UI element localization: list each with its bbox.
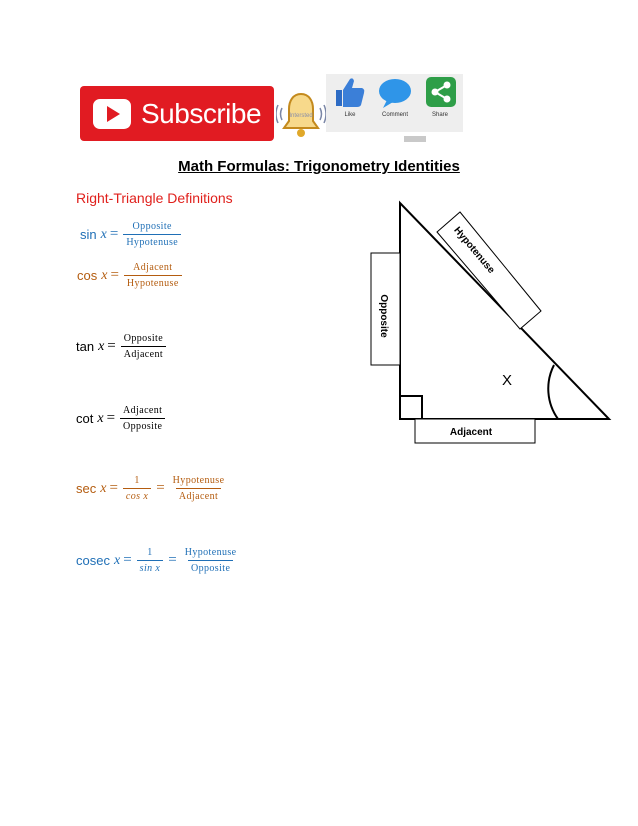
sec-variable: x — [100, 480, 107, 496]
cos-variable: x — [101, 267, 108, 283]
sec-numerator-2: Hypotenuse — [172, 475, 225, 486]
sin-denominator: Hypotenuse — [123, 234, 181, 248]
tan-variable: x — [98, 338, 105, 354]
subscribe-label: Subscribe — [141, 97, 262, 129]
cot-formula — [76, 405, 167, 432]
like-button[interactable] — [328, 74, 372, 132]
equals-sign: = — [109, 480, 118, 496]
angle-label: X — [501, 372, 513, 389]
cosec-denominator-2: Opposite — [188, 560, 233, 574]
tan-denominator: Adjacent — [121, 346, 166, 360]
speech-bubble-icon — [373, 74, 417, 112]
social-strip — [326, 74, 463, 132]
comment-label: Comment — [381, 112, 408, 118]
cos-formula — [77, 262, 184, 289]
section-heading: Right-Triangle Definitions — [76, 190, 233, 206]
cosec-formula — [76, 547, 242, 574]
adjacent-label: Adjacent — [449, 427, 493, 438]
sin-numerator: Opposite — [132, 221, 172, 232]
tan-name: tan — [76, 339, 95, 354]
sin-variable: x — [100, 226, 107, 242]
triangle-diagram — [360, 195, 620, 450]
cot-numerator: Adjacent — [123, 405, 163, 416]
cot-variable: x — [97, 410, 104, 426]
subscribe-button[interactable] — [80, 86, 274, 141]
cosec-name: cosec — [76, 553, 110, 568]
share-button[interactable] — [418, 74, 462, 132]
equals-sign: = — [107, 338, 116, 354]
equals-sign: = — [168, 552, 177, 568]
cosec-variable: x — [113, 552, 121, 568]
cosec-numerator-2: Hypotenuse — [184, 547, 237, 558]
strip-divider — [404, 136, 426, 142]
share-icon — [418, 74, 462, 112]
cosec-denominator-1: sin x — [137, 560, 164, 574]
equals-sign: = — [109, 226, 119, 242]
sec-formula — [76, 475, 229, 502]
sin-formula — [80, 221, 183, 248]
cos-name: cos — [77, 268, 98, 283]
bell-icon[interactable] — [276, 90, 326, 142]
sec-denominator-1: cos x — [123, 488, 151, 502]
cosec-fraction-1 — [137, 547, 164, 574]
equals-sign: = — [156, 480, 165, 496]
tan-numerator: Opposite — [123, 333, 164, 344]
cot-fraction — [120, 405, 165, 432]
cos-denominator: Hypotenuse — [124, 275, 182, 289]
share-label: Share — [431, 112, 448, 118]
play-icon — [93, 99, 131, 129]
sec-denominator-2: Adjacent — [176, 488, 221, 502]
comment-button[interactable] — [373, 74, 417, 132]
tan-formula — [76, 333, 168, 360]
like-label: Like — [344, 112, 356, 118]
cot-denominator: Opposite — [120, 418, 165, 432]
equals-sign: = — [110, 267, 119, 283]
equals-sign: = — [123, 552, 132, 568]
cot-name: cot — [76, 411, 94, 426]
opposite-label: Opposite — [378, 294, 389, 338]
sec-name: sec — [76, 481, 97, 496]
cosec-fraction-2 — [182, 547, 240, 574]
right-angle-marker — [400, 396, 422, 419]
angle-arc — [548, 365, 558, 419]
hypotenuse-label: Hypotenuse — [451, 224, 497, 276]
sec-numerator-1: 1 — [134, 475, 140, 486]
sec-fraction-2 — [170, 475, 228, 502]
sin-name: sin — [80, 227, 97, 242]
page-title: Math Formulas: Trigonometry Identities — [178, 158, 460, 175]
cos-numerator: Adjacent — [133, 262, 173, 273]
bell-text: Intersted — [289, 113, 313, 119]
cos-fraction — [124, 262, 182, 289]
sec-fraction-1 — [123, 475, 151, 502]
sin-fraction — [123, 221, 181, 248]
cosec-numerator-1: 1 — [147, 547, 153, 558]
thumbs-up-icon — [328, 74, 372, 112]
tan-fraction — [121, 333, 166, 360]
equals-sign: = — [106, 410, 116, 426]
